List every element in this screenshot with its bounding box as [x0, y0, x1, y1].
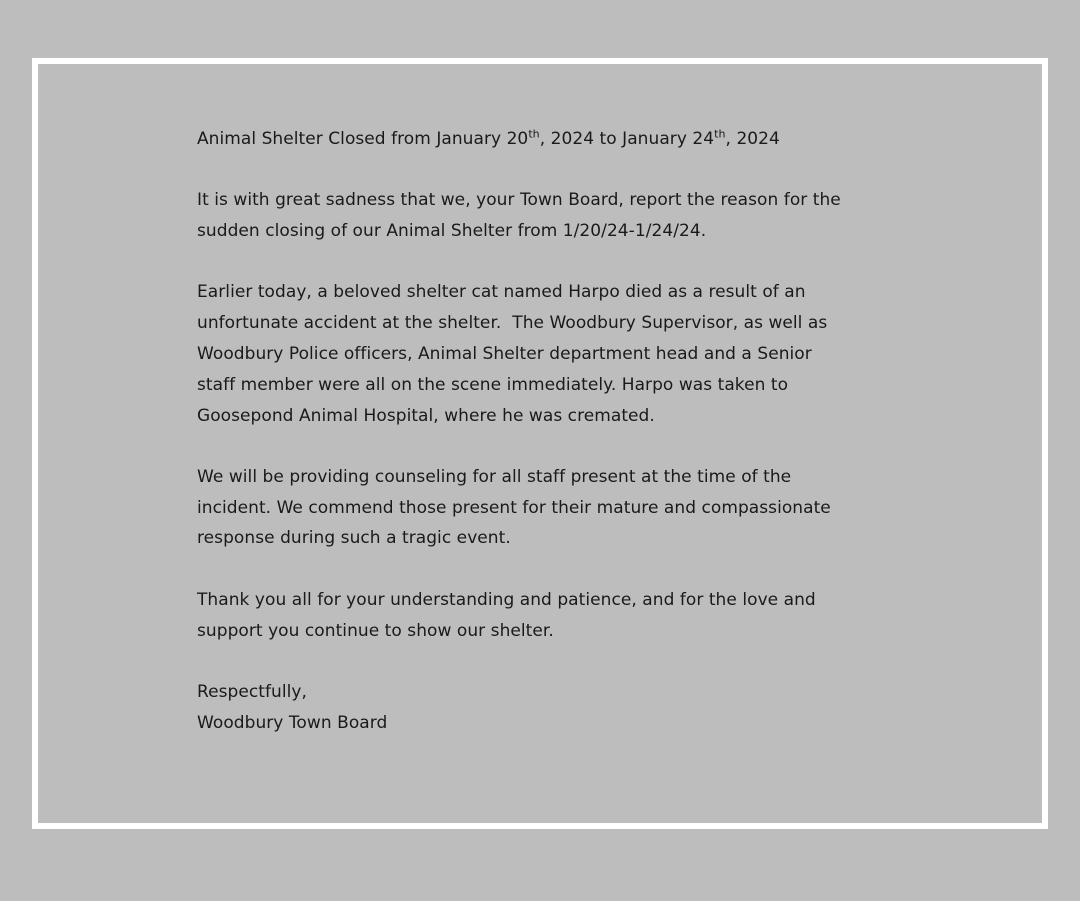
paragraph-line: incident. We commend those present for their mature and compassionate [197, 497, 831, 518]
closing: Respectfully, [197, 681, 307, 702]
paragraph-line: Woodbury Police officers, Animal Shelter department head and a Senior [197, 343, 812, 364]
signoff [197, 677, 917, 739]
paragraph-line: sudden closing of our Animal Shelter from 1/20/24-1/24/24. [197, 221, 707, 242]
paragraph-thanks [197, 585, 917, 647]
paragraph-line: unfortunate accident at the shelter. The Woodbury Supervisor, as well as [197, 313, 828, 334]
paragraph-line: support you continue to show our shelter. [197, 620, 554, 641]
notice-letter [197, 124, 917, 738]
paragraph-line: staff member were all on the scene immediately. Harpo was taken to [197, 374, 789, 395]
paragraph-line: It is with great sadness that we, your Town Board, report the reason for the [197, 190, 841, 211]
paragraph-closure-reason [197, 185, 917, 247]
paragraph-counseling [197, 462, 917, 554]
signature: Woodbury Town Board [197, 712, 388, 733]
notice-title: Animal Shelter Closed from January 20th, 2024 to January 24th, 2024 [197, 127, 780, 149]
paragraph-line: response during such a tragic event. [197, 528, 511, 549]
paragraph-incident [197, 277, 917, 431]
paragraph-line: We will be providing counseling for all staff present at the time of the [197, 466, 792, 487]
paragraph-line: Earlier today, a beloved shelter cat named Harpo died as a result of an [197, 282, 806, 303]
paragraph-line: Goosepond Animal Hospital, where he was cremated. [197, 405, 655, 426]
paragraph-line: Thank you all for your understanding and patience, and for the love and [197, 589, 816, 610]
